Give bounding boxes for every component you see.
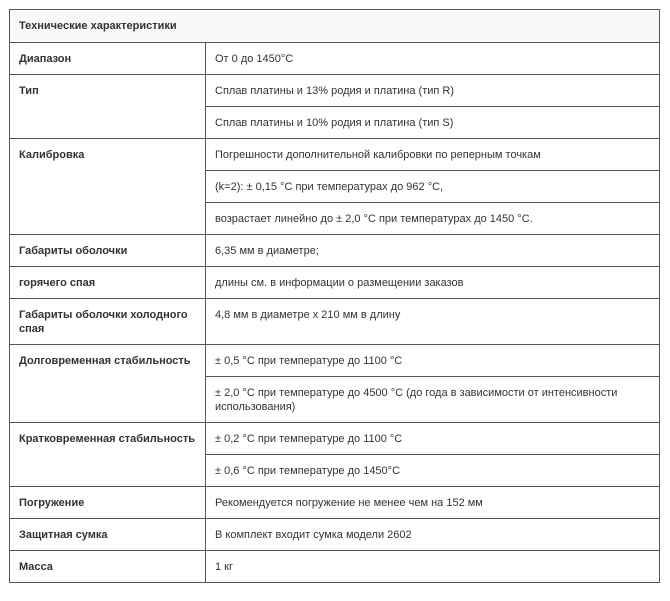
row-value: возрастает линейно до ± 2,0 °C при температурах до 1450 °C.: [206, 203, 660, 235]
table-row: [10, 75, 660, 107]
row-label: Масса: [10, 551, 206, 583]
table-row: [10, 139, 660, 171]
row-value: длины см. в информации о размещении заказов: [206, 267, 660, 299]
table-row: [10, 235, 660, 267]
table-header-row: [10, 10, 660, 43]
table-title: Технические характеристики: [10, 10, 660, 43]
row-value: (k=2): ± 0,15 °C при температурах до 962 °C,: [206, 171, 660, 203]
table-row: [10, 299, 660, 345]
row-value: ± 0,2 °C при температуре до 1100 °C: [206, 423, 660, 455]
row-value: От 0 до 1450°C: [206, 43, 660, 75]
row-label: Тип: [10, 75, 206, 139]
row-value: В комплект входит сумка модели 2602: [206, 519, 660, 551]
row-label: Кратковременная стабильность: [10, 423, 206, 487]
row-label: Долговременная стабильность: [10, 345, 206, 423]
table-row: [10, 551, 660, 583]
row-value: 4,8 мм в диаметре х 210 мм в длину: [206, 299, 660, 345]
row-value: Погрешности дополнительной калибровки по реперным точкам: [206, 139, 660, 171]
row-value: ± 2,0 °C при температуре до 4500 °C (до года в зависимости от интенсивности использования): [206, 377, 660, 423]
row-label: Габариты оболочки холодного спая: [10, 299, 206, 345]
row-label: Габариты оболочки: [10, 235, 206, 267]
row-value: 1 кг: [206, 551, 660, 583]
row-value: ± 0,6 °C при температуре до 1450°C: [206, 455, 660, 487]
row-label: Калибровка: [10, 139, 206, 235]
table-row: [10, 267, 660, 299]
row-value: Сплав платины и 13% родия и платина (тип R): [206, 75, 660, 107]
table-row: [10, 43, 660, 75]
row-label: Диапазон: [10, 43, 206, 75]
table-row: [10, 487, 660, 519]
row-value: ± 0,5 °C при температуре до 1100 °C: [206, 345, 660, 377]
row-label: горячего спая: [10, 267, 206, 299]
row-value: Рекомендуется погружение не менее чем на 152 мм: [206, 487, 660, 519]
specifications-table: [9, 9, 660, 583]
row-label: Защитная сумка: [10, 519, 206, 551]
table-row: [10, 519, 660, 551]
row-value: 6,35 мм в диаметре;: [206, 235, 660, 267]
row-value: Сплав платины и 10% родия и платина (тип S): [206, 107, 660, 139]
table-row: [10, 345, 660, 377]
table-row: [10, 423, 660, 455]
row-label: Погружение: [10, 487, 206, 519]
